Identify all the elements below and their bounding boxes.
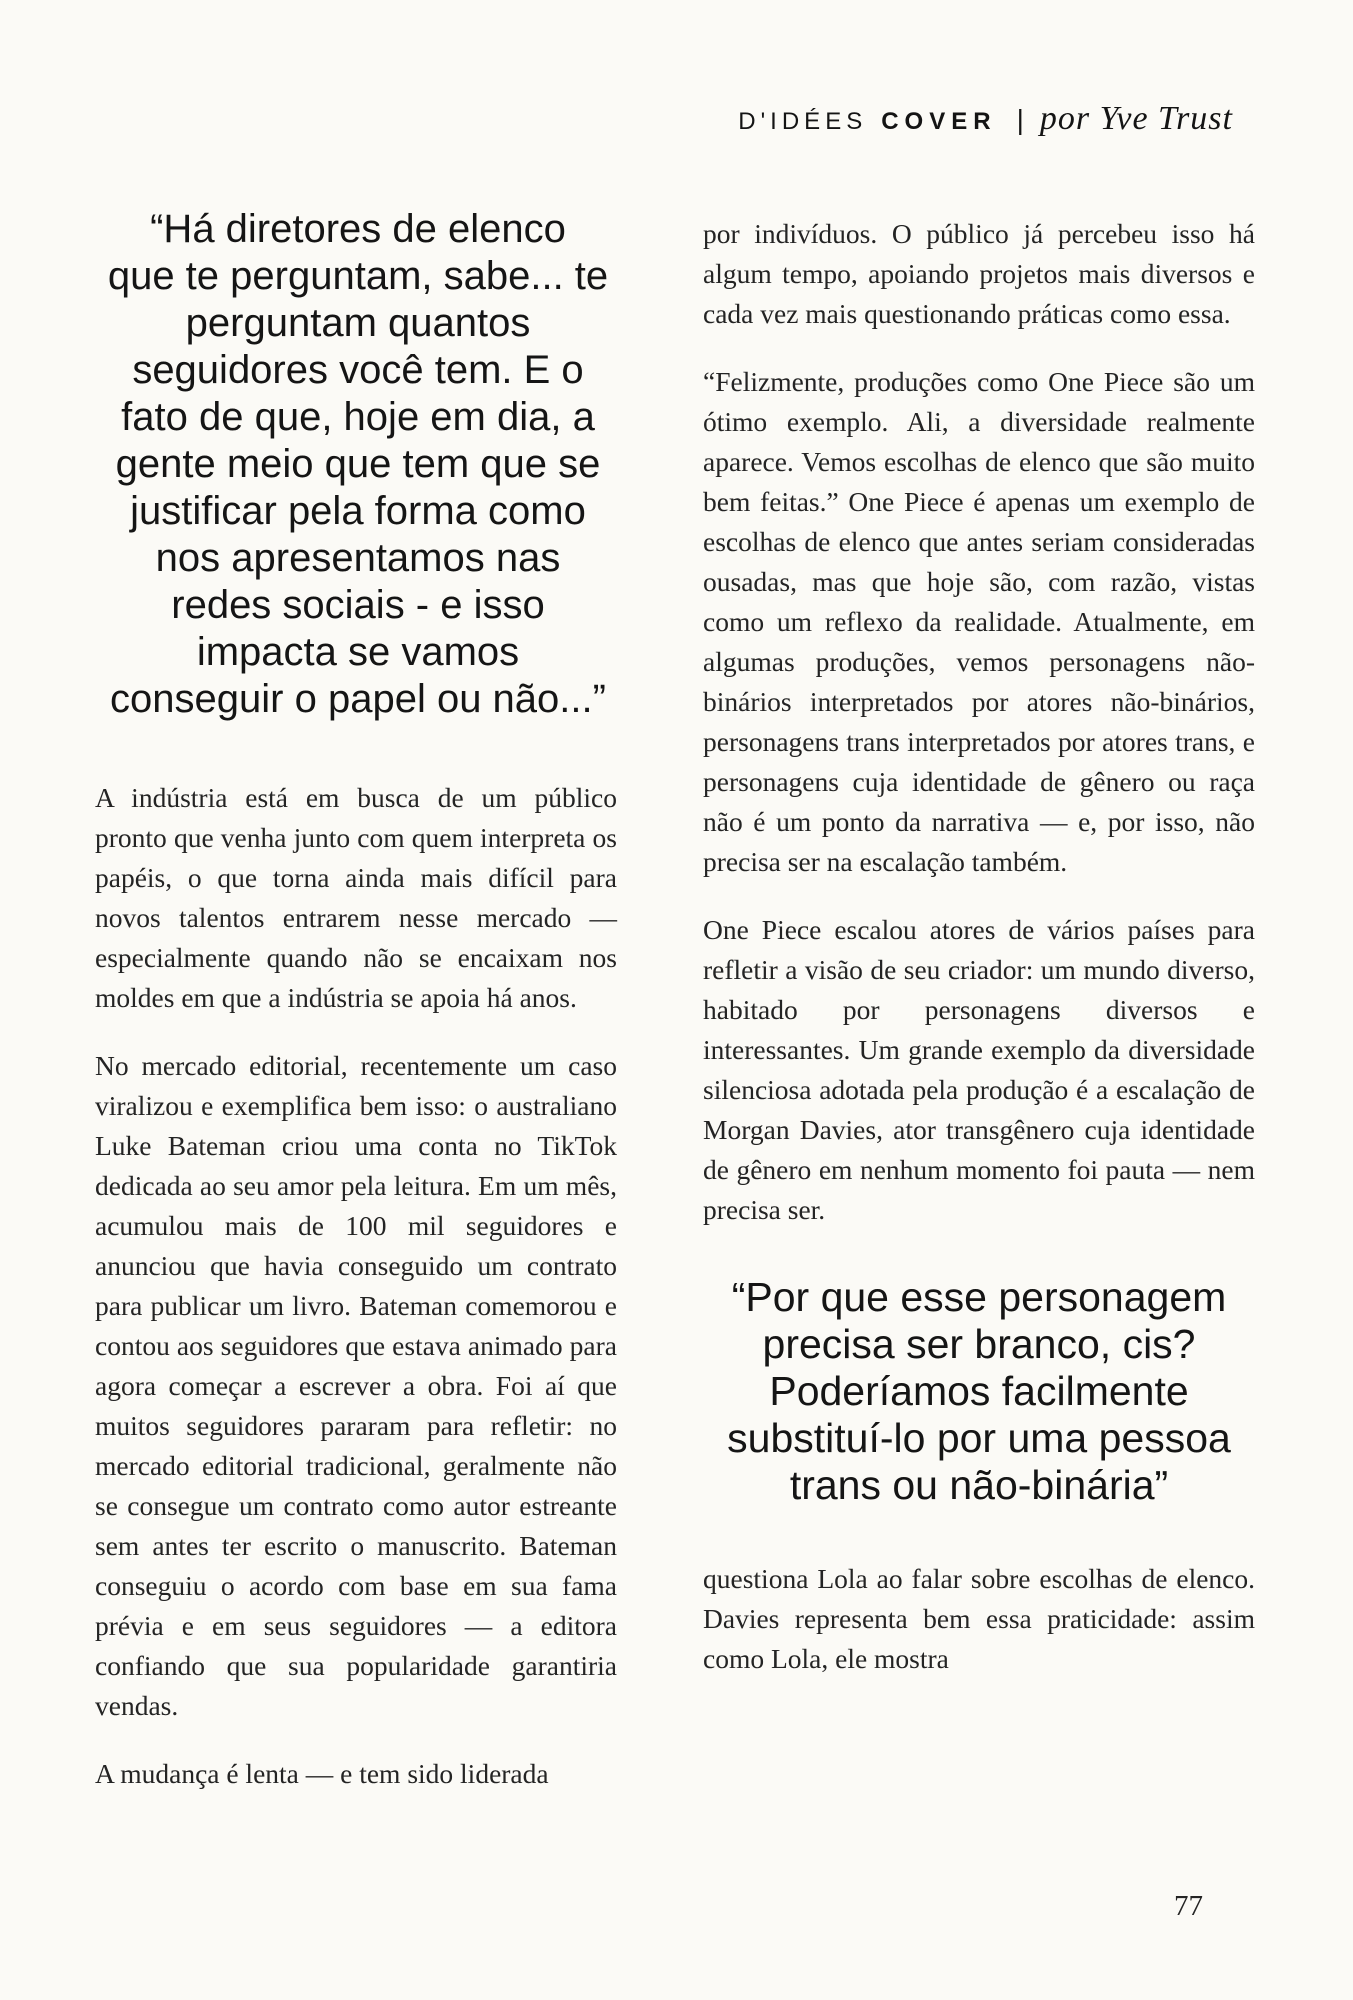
pull-quote-line: Poderíamos facilmente: [769, 1368, 1189, 1414]
pull-quote-line: gente meio que tem que se: [115, 442, 601, 486]
pull-quote-line: que te perguntam, sabe... te: [107, 254, 609, 298]
pull-quote-line: fato de que, hoje em dia, a: [121, 395, 595, 439]
pull-quote-line: substituí-lo por uma pessoa: [727, 1415, 1231, 1461]
pull-quote-line: perguntam quantos: [185, 301, 531, 345]
byline: por Yve Trust: [1039, 100, 1233, 137]
pull-quote-line: “Por que esse personagem: [731, 1274, 1227, 1320]
body-paragraph: No mercado editorial, recentemente um caso viralizou e exemplifica bem isso: o australiano Luke Bateman criou uma conta no TikTok dedicada ao seu amor pela leitura. Em um mês, acumulou mais de 100 mil seguidores e anunciou que havia conseguido um contrato para publicar um livro. Bateman comemorou e contou aos seguidores que estava animado para agora começar a escrever a obra. Foi aí que muitos seguidores pararam para refletir: no mercado editorial tradicional, geralmente não se consegue um contrato como autor estreante sem antes ter escrito o manuscrito. Bateman conseguiu o acordo com base em sua fama prévia e em seus seguidores — a editora confiando que sua popularidade garantiria vendas.: [95, 1050, 617, 1721]
body-paragraph: “Felizmente, produções como One Piece são um ótimo exemplo. Ali, a diversidade realmente aparece. Vemos escolhas de elenco que são muito bem feitas.” One Piece é apenas um exemplo de escolhas de elenco que antes seriam consideradas ousadas, mas que hoje são, com razão, vistas como um reflexo da realidade. Atualmente, em algumas produções, vemos personagens não-binários interpretados por atores não-binários, personagens trans interpretados por atores trans, e personagens cuja identidade de gênero ou raça não é um ponto da narrativa — e, por isso, não precisa ser na escalação também.: [703, 366, 1255, 877]
right-column-body: [703, 214, 1255, 1679]
pull-quote-left: [78, 206, 638, 723]
body-paragraph: One Piece escalou atores de vários países para refletir a visão de seu criador: um mundo diverso, habitado por personagens diversos e interessantes. Um grande exemplo da diversidade silenciosa adotada pela produção é a escalação de Morgan Davies, ator transgênero cuja identidade de gênero em nenhum momento foi pauta — nem precisa ser.: [703, 914, 1255, 1225]
page-header: [738, 100, 1233, 138]
section-label: COVER: [881, 108, 997, 135]
pull-quote-line: conseguir o papel ou não...”: [110, 677, 606, 721]
brand-name: D'IDÉES: [738, 108, 868, 135]
pull-quote-line: trans ou não-binária”: [789, 1462, 1169, 1508]
left-column-body: [95, 778, 617, 1794]
header-separator: |: [1016, 104, 1024, 135]
body-paragraph: por indivíduos. O público já percebeu isso há algum tempo, apoiando projetos mais diversos e cada vez mais questionando práticas como essa.: [703, 218, 1255, 329]
pull-quote-line: seguidores você tem. E o: [132, 348, 584, 392]
pull-quote-line: redes sociais - e isso: [171, 583, 545, 627]
body-paragraph: questiona Lola ao falar sobre escolhas de elenco. Davies representa bem essa praticidade: assim como Lola, ele mostra: [703, 1563, 1255, 1674]
pull-quote-line: precisa ser branco, cis?: [762, 1321, 1196, 1367]
page-number: 77: [1174, 1890, 1203, 1922]
pull-quote-line: justificar pela forma como: [130, 489, 586, 533]
body-paragraph: A indústria está em busca de um público pronto que venha junto com quem interpreta os papéis, o que torna ainda mais difícil para novos talentos entrarem nesse mercado — especialmente quando não se encaixam nos moldes em que a indústria se apoia há anos.: [95, 782, 617, 1013]
pull-quote-line: impacta se vamos: [196, 630, 520, 674]
pull-quote-line: “Há diretores de elenco: [150, 207, 566, 251]
body-paragraph: A mudança é lenta — e tem sido liderada: [95, 1758, 549, 1789]
pull-quote-right: [703, 1274, 1255, 1509]
pull-quote-line: nos apresentamos nas: [155, 536, 561, 580]
